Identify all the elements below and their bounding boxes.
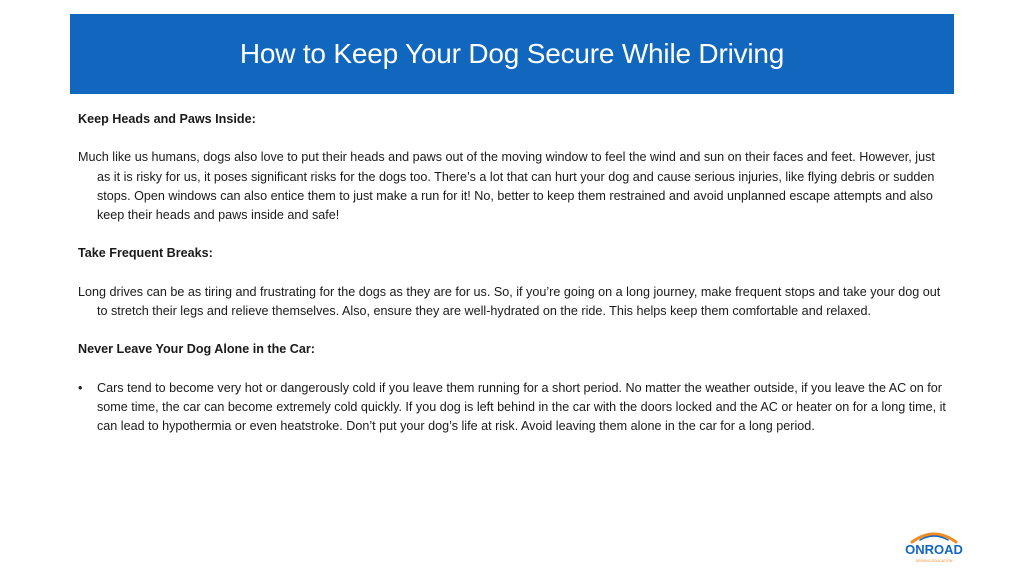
- list-item: [78, 379, 948, 437]
- section-body-heads-paws: Much like us humans, dogs also love to put their heads and paws out of the moving window to feel the wind and sun on their faces and feet. However, just as it is risky for us, it poses significant risks for the dogs too. There’s a lot that can hurt your dog and cause serious injuries, like flying debris or sudden stops. Open windows can also entice them to just make a run for it! No, better to keep them restrained and avoid unplanned escape attempts and also keep their heads and paws inside and safe!: [78, 150, 935, 222]
- section-heading-heads-paws: Keep Heads and Paws Inside:: [78, 112, 256, 126]
- title-banner: [70, 14, 954, 94]
- page-title: How to Keep Your Dog Secure While Driving: [239, 38, 785, 69]
- section-body-breaks: Long drives can be as tiring and frustrating for the dogs as they are for us. So, if you’re going on a long journey, make frequent stops and take your dog out to stretch their legs and relieve themselves. Also, ensure they are well-hydrated on the ride. This helps keep them comfortable and relaxed.: [78, 284, 941, 318]
- onroad-logo: [896, 528, 972, 566]
- bullet-icon: •: [78, 380, 83, 395]
- slide-body: [78, 110, 948, 436]
- logo-tagline: DRIVING EDUCATION: [915, 559, 953, 563]
- section-heading-breaks: Take Frequent Breaks:: [78, 246, 213, 261]
- section-heading-never-alone: Never Leave Your Dog Alone in the Car:: [78, 342, 316, 357]
- logo-wordmark: ONROAD: [905, 542, 963, 557]
- road-arc-icon: [912, 534, 956, 542]
- bullet-list: [78, 379, 948, 437]
- bullet-text: Cars tend to become very hot or dangerously cold if you leave them running for a short period. No matter the weather outside, if you leave the AC on for some time, the car can become extremely cold quickly. If you dog is left behind in the car with the doors locked and the AC or heater on for a long time, it can lead to hypothermia or even heatstroke. Don’t put your dog’s life at risk. Avoid leaving them alone in the car for a long period.: [97, 380, 946, 434]
